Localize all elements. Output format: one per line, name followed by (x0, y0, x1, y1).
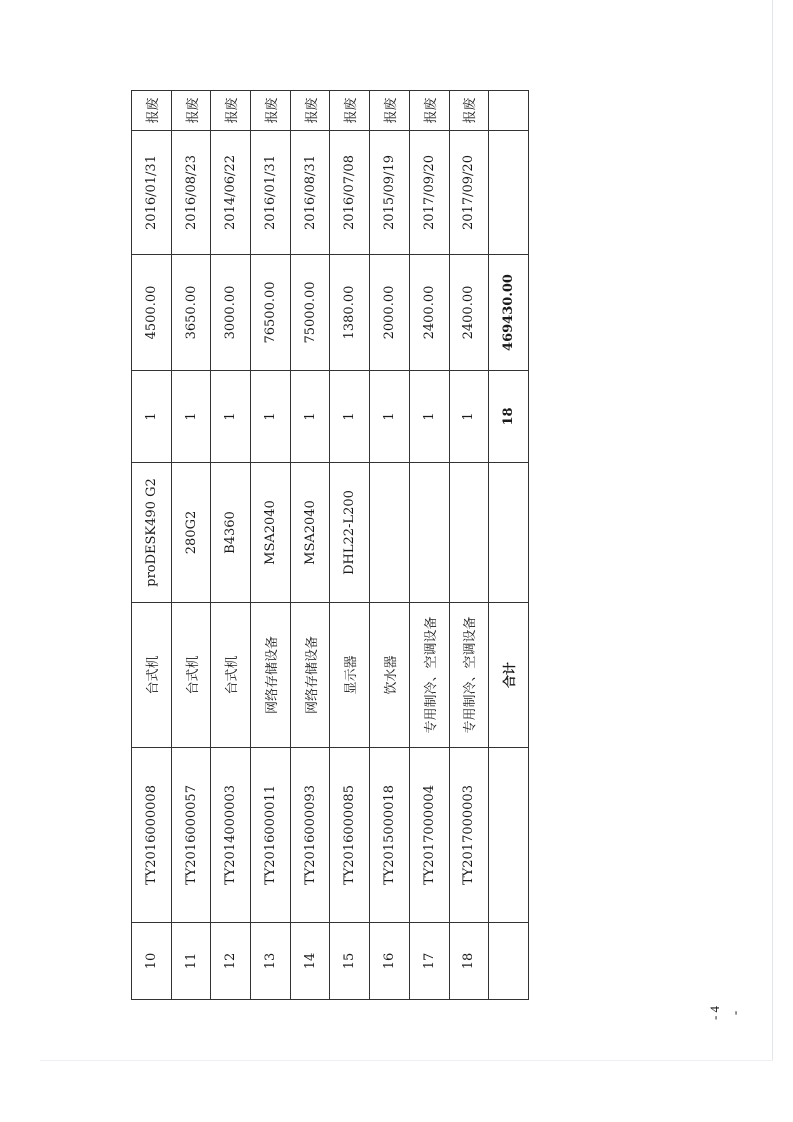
cell-status: 报废 (251, 91, 291, 131)
asset-disposal-table (131, 90, 529, 1000)
cell-index: 15 (330, 923, 370, 1000)
cell-quantity: 1 (211, 371, 251, 463)
cell-quantity: 1 (171, 371, 211, 463)
table-row (251, 91, 291, 1000)
cell-date: 2016/08/31 (290, 131, 330, 255)
table-row (290, 91, 330, 1000)
cell-quantity: 1 (132, 371, 172, 463)
cell-quantity: 1 (290, 371, 330, 463)
cell-quantity: 1 (251, 371, 291, 463)
table-row (409, 91, 449, 1000)
scan-edge-bottom (40, 1060, 773, 1061)
cell-asset-name: 显示器 (330, 603, 370, 748)
cell-date: 2017/09/20 (449, 131, 489, 255)
total-status-empty (489, 91, 529, 131)
total-code-empty (489, 748, 529, 923)
table-row (330, 91, 370, 1000)
cell-value: 75000.00 (290, 255, 330, 371)
cell-value: 2400.00 (449, 255, 489, 371)
cell-model: 280G2 (171, 463, 211, 603)
cell-status: 报废 (409, 91, 449, 131)
cell-date: 2014/06/22 (211, 131, 251, 255)
cell-asset-name: 网络存储设备 (251, 603, 291, 748)
cell-index: 17 (409, 923, 449, 1000)
total-label: 合计 (489, 603, 529, 748)
cell-asset-name: 台式机 (171, 603, 211, 748)
cell-model: B4360 (211, 463, 251, 603)
total-row (489, 91, 529, 1000)
cell-asset-name: 饮水器 (370, 603, 410, 748)
cell-value: 1380.00 (330, 255, 370, 371)
cell-status: 报废 (370, 91, 410, 131)
cell-asset-code: TY2015000018 (370, 748, 410, 923)
cell-quantity: 1 (330, 371, 370, 463)
cell-asset-name: 台式机 (132, 603, 172, 748)
total-value: 469430.00 (489, 255, 529, 371)
cell-status: 报废 (132, 91, 172, 131)
cell-asset-name: 网络存储设备 (290, 603, 330, 748)
table-row (449, 91, 489, 1000)
cell-model (449, 463, 489, 603)
cell-date: 2015/09/19 (370, 131, 410, 255)
cell-asset-name: 台式机 (211, 603, 251, 748)
cell-index: 10 (132, 923, 172, 1000)
total-index-empty (489, 923, 529, 1000)
cell-quantity: 1 (409, 371, 449, 463)
cell-date: 2016/01/31 (251, 131, 291, 255)
table-row (132, 91, 172, 1000)
cell-index: 13 (251, 923, 291, 1000)
cell-asset-name: 专用制冷、空调设备 (409, 603, 449, 748)
cell-asset-code: TY2017000004 (409, 748, 449, 923)
page-number: - 4 - (707, 1005, 742, 1021)
cell-asset-code: TY2016000093 (290, 748, 330, 923)
cell-asset-code: TY2014000003 (211, 748, 251, 923)
cell-model: proDESK490 G2 (132, 463, 172, 603)
cell-index: 16 (370, 923, 410, 1000)
total-date-empty (489, 131, 529, 255)
cell-date: 2017/09/20 (409, 131, 449, 255)
cell-model: MSA2040 (251, 463, 291, 603)
table-body (132, 91, 529, 1000)
cell-value: 2000.00 (370, 255, 410, 371)
cell-asset-code: TY2016000057 (171, 748, 211, 923)
table-row (171, 91, 211, 1000)
total-quantity: 18 (489, 371, 529, 463)
cell-index: 14 (290, 923, 330, 1000)
cell-status: 报废 (171, 91, 211, 131)
cell-asset-code: TY2016000011 (251, 748, 291, 923)
cell-status: 报废 (211, 91, 251, 131)
cell-index: 12 (211, 923, 251, 1000)
table-row (211, 91, 251, 1000)
cell-value: 2400.00 (409, 255, 449, 371)
cell-asset-code: TY2016000008 (132, 748, 172, 923)
cell-quantity: 1 (370, 371, 410, 463)
cell-model: MSA2040 (290, 463, 330, 603)
cell-status: 报废 (290, 91, 330, 131)
cell-index: 11 (171, 923, 211, 1000)
total-model-empty (489, 463, 529, 603)
cell-asset-name: 专用制冷、空调设备 (449, 603, 489, 748)
cell-value: 3650.00 (171, 255, 211, 371)
cell-model: DHL22-L200 (330, 463, 370, 603)
cell-quantity: 1 (449, 371, 489, 463)
cell-value: 4500.00 (132, 255, 172, 371)
cell-index: 18 (449, 923, 489, 1000)
cell-status: 报废 (449, 91, 489, 131)
cell-status: 报废 (330, 91, 370, 131)
scan-edge-right (772, 0, 773, 1060)
cell-date: 2016/01/31 (132, 131, 172, 255)
cell-asset-code: TY2017000003 (449, 748, 489, 923)
asset-disposal-table-container (131, 91, 529, 1000)
cell-value: 76500.00 (251, 255, 291, 371)
cell-date: 2016/07/08 (330, 131, 370, 255)
cell-date: 2016/08/23 (171, 131, 211, 255)
cell-model (370, 463, 410, 603)
cell-asset-code: TY2016000085 (330, 748, 370, 923)
cell-value: 3000.00 (211, 255, 251, 371)
table-row (370, 91, 410, 1000)
cell-model (409, 463, 449, 603)
